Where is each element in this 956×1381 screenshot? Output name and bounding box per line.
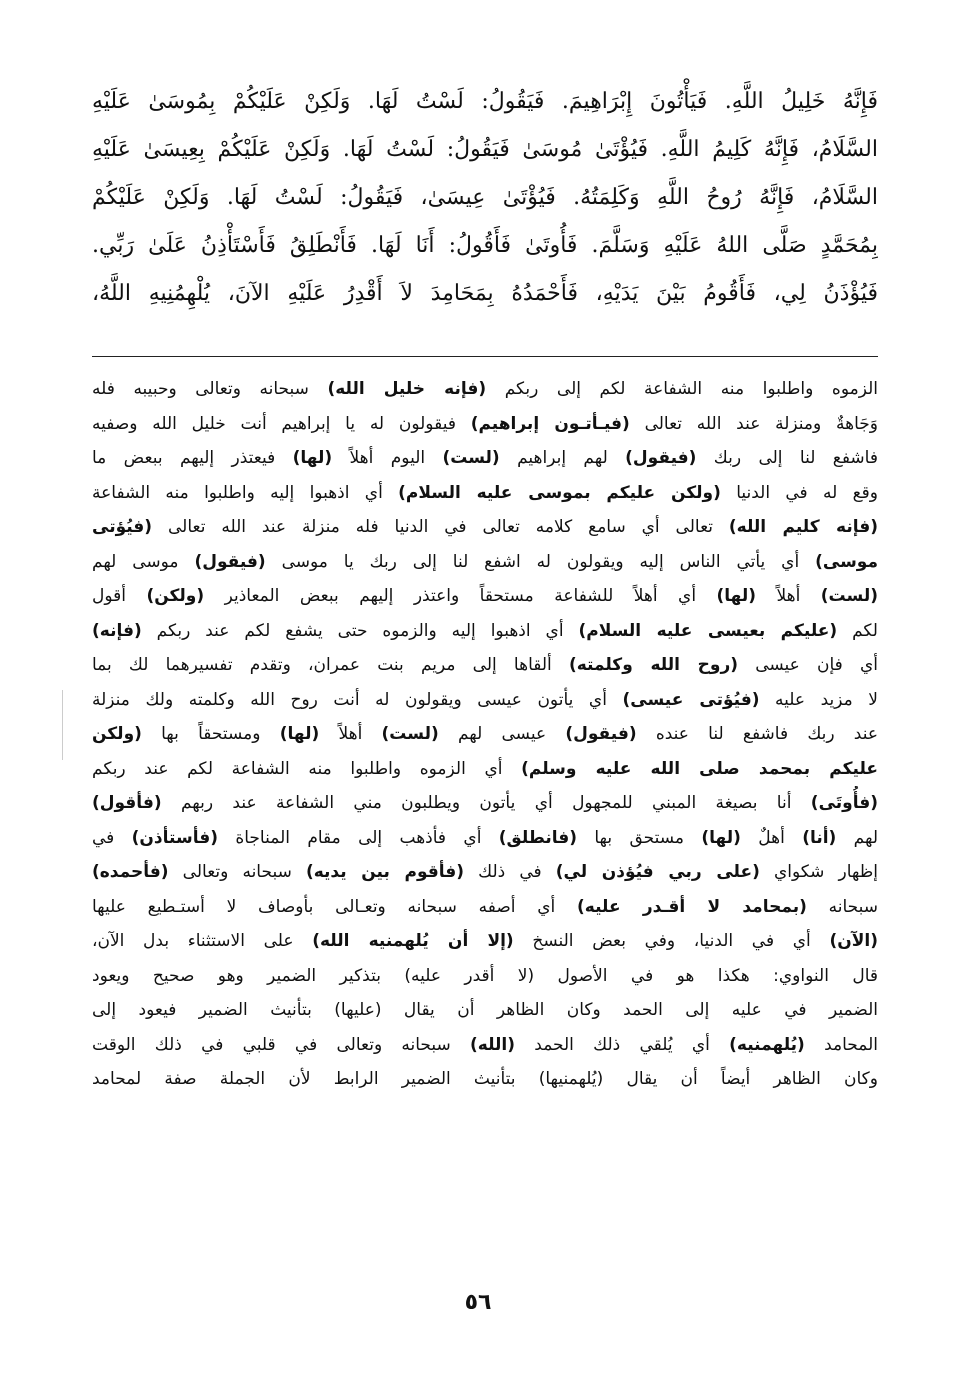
commentary-run: أي في الدنيا، وفي بعض النسخ <box>513 931 830 951</box>
hadith-line: السَّلَامُ، فَإِنَّهُ رُوحُ اللَّهِ وَكَلِمَتُهُ. فَيُؤْتَىٰ عِيسَىٰ، فَيَقُولُ: لَسْتُ لَهَا. وَلَكِنْ عَلَيْكُمْ <box>92 185 878 210</box>
commentary-run: أي فإن عيسى <box>738 655 878 675</box>
quoted-phrase: (فيقول) <box>565 724 637 744</box>
commentary-run: أنا بصيغة المبني للمجهول أي يأتون ويطلبون مني الشفاعة عند ربهم <box>161 793 811 813</box>
commentary-run: عند ربك فاشفع لنا عنده <box>636 724 878 744</box>
commentary-run: أي يأتي الناس إليه ويقولون له اشفع لنا إلى ربك يا موسى <box>265 551 816 572</box>
quoted-phrase: (يُلهمنيه) <box>729 1034 805 1055</box>
commentary-line <box>92 407 878 442</box>
commentary-line <box>92 821 878 856</box>
commentary-run: قال النواوي: هكذا هو في الأصول (لا أقدر عليه) بتذكير الضمير وهو صحيح ويعود <box>92 965 878 986</box>
page-number: ٥٦ <box>464 1290 492 1315</box>
quoted-phrase: (على ربي فيُؤذن لي) <box>555 862 760 882</box>
quoted-phrase: (روح الله وكلمته) <box>568 655 739 675</box>
commentary-run: فيعتذر إليهم ببعض ما <box>92 448 293 468</box>
commentary-run: في ذلك <box>464 862 556 882</box>
commentary-run: سبحانه وتعالى وحبيبه فله <box>92 379 328 399</box>
commentary-line <box>92 579 878 614</box>
commentary-run: موسى لهم <box>92 551 195 572</box>
commentary-run: أهلاً <box>756 586 821 606</box>
quoted-phrase: (فأُوتَى) <box>810 793 878 813</box>
commentary-run: المحامد <box>804 1034 878 1055</box>
quoted-phrase: (ولكن عليكم بموسى عليه السلام) <box>398 482 721 503</box>
commentary-run: لا مزيد عليه <box>759 689 878 710</box>
commentary-run: سبحانه وتعالى في قلبي في ذلك الوقت <box>92 1034 471 1055</box>
commentary-line <box>92 614 878 649</box>
commentary-run: على الاستثناء بدل الآن، <box>92 931 313 951</box>
quoted-phrase: (لها) <box>716 586 757 606</box>
quoted-phrase: (فيقول) <box>625 448 697 468</box>
quoted-phrase: (فيُؤتى <box>92 517 153 537</box>
commentary-run: أي أهلاً للشفاعة مستحقاً واعتذر إليهم ببعض المعاذير <box>204 586 717 606</box>
quoted-phrase: (بمحامد لا أقـدر عليه) <box>577 896 807 917</box>
separator-rule <box>92 356 878 357</box>
commentary-run: ومستحقاً بها <box>141 724 280 744</box>
quoted-phrase: (فأحمده) <box>92 862 169 882</box>
commentary-run: أهلٌ <box>740 827 803 848</box>
quoted-phrase: (لها) <box>701 827 741 848</box>
commentary-run: أي فأذهب إلى مقام المناجاة <box>217 827 499 848</box>
commentary-line <box>92 1028 878 1063</box>
commentary-run: ألقاها إلى مريم بنت عمران، وتقدم تفسيرهما لك بما <box>92 655 569 675</box>
commentary-run: أي يُلقي ذلك الحمد <box>515 1034 730 1055</box>
commentary-line <box>92 1062 878 1097</box>
quoted-phrase: (لها) <box>279 724 320 744</box>
commentary-run: سبحانه وتعالى <box>168 862 306 882</box>
commentary-line <box>92 717 878 752</box>
commentary-run: عيسى لهم <box>438 724 566 744</box>
quoted-phrase: (فإنه) <box>92 620 142 641</box>
commentary-run: أي أصفه سبحانه وتعـالى بأوصاف لا أستـطيع عليها <box>92 896 577 917</box>
commentary-run: في <box>92 827 132 848</box>
commentary-run: الضمير في عليه إلى الحمد وكان الظاهر أن يقال (عليها) بتأنيث الضمير فيعود إلى <box>92 1000 878 1020</box>
commentary-run: لهم إبراهيم <box>499 448 626 468</box>
commentary-line <box>92 752 878 787</box>
quoted-phrase: (لست) <box>442 448 500 468</box>
commentary-text <box>92 372 878 1097</box>
hadith-text <box>92 78 878 318</box>
commentary-run: وَجَاهةٌ ومنزلة عند الله تعالى <box>629 413 878 434</box>
commentary-run: أقول <box>92 586 147 606</box>
margin-mark <box>62 690 64 760</box>
commentary-line <box>92 648 878 683</box>
commentary-line <box>92 855 878 890</box>
quoted-phrase: (عليكم بعيسى عليه السلام) <box>578 620 838 641</box>
quoted-phrase: (لها) <box>292 448 333 468</box>
commentary-line <box>92 924 878 959</box>
quoted-phrase: (فيقول) <box>194 551 266 572</box>
commentary-run: أي اذهبوا إليه والزموه حتى يشفع لكم عند ربكم <box>141 620 579 641</box>
commentary-run: مستحق بها <box>577 827 702 848</box>
commentary-line <box>92 683 878 718</box>
quoted-phrase: (الآن) <box>829 931 878 951</box>
commentary-line <box>92 441 878 476</box>
commentary-run: تعالى أي سامع كلامه تعالى في الدنيا فله منزلة عند الله تعالى <box>152 517 729 537</box>
commentary-line <box>92 959 878 994</box>
commentary-line <box>92 476 878 511</box>
commentary-run: الزموه واطلبوا منه الشفاعة لكم إلى ربكم <box>486 379 878 399</box>
commentary-run: وقع له في الدنيا <box>720 482 878 503</box>
commentary-run: وكان الظاهر أيضاً أن يقال (يُلهمنيها) بتأنيث الضمير الرابط لأن الجملة صفة لمحامد <box>92 1069 878 1089</box>
quoted-phrase: (فانطلق) <box>498 827 578 848</box>
quoted-phrase: (الله) <box>470 1034 516 1055</box>
commentary-run: أي اذهبوا إليه واطلبوا منه الشفاعة <box>92 482 399 503</box>
quoted-phrase: (ولكن <box>92 724 142 744</box>
quoted-phrase: موسى) <box>815 551 878 572</box>
commentary-line <box>92 786 878 821</box>
commentary-run: إظهار شكواي <box>759 862 878 882</box>
commentary-run: لهم <box>836 827 878 848</box>
quoted-phrase: (فإنه كليم الله) <box>728 517 878 537</box>
hadith-line: بِمُحَمَّدٍ صَلَّى اللهُ عَلَيْهِ وَسَلَّمَ. فَأُوتَىٰ فَأَقُولُ: أَنَا لَهَا. فَأَنْطَلِقُ فَأَسْتَأْذِنُ عَلَىٰ رَبِّي. <box>92 233 878 258</box>
quoted-phrase: (فيـأتـون إبراهيم) <box>470 413 630 434</box>
quoted-phrase: (فأقوم بين يديه) <box>305 862 465 882</box>
quoted-phrase: (لست) <box>381 724 439 744</box>
quoted-phrase: (لست) <box>820 586 878 606</box>
commentary-line <box>92 993 878 1028</box>
commentary-run: فاشفع لنا إلى ربك <box>696 448 878 468</box>
commentary-run: أهلاً <box>319 724 382 744</box>
commentary-run: لكم <box>837 620 878 641</box>
quoted-phrase: (فيُؤتى عيسى) <box>622 689 760 710</box>
quoted-phrase: (فأقول) <box>92 793 162 813</box>
commentary-line <box>92 545 878 580</box>
quoted-phrase: (إلا أن يُلهمنيه الله) <box>312 931 514 951</box>
hadith-line: فَيُؤْذَنُ لِي، فَأَقُومُ بَيْنَ يَدَيْهِ، فَأَحْمَدُهُ بِمَحَامِدَ لاَ أَقْدِرُ عَلَيْهِ الآنَ، يُلْهِمُنِيهِ اللَّهُ، <box>92 281 878 306</box>
hadith-line: السَّلَامُ، فَإِنَّهُ كَلِيمُ اللَّهِ. فَيُؤْتَىٰ مُوسَىٰ فَيَقُولُ: لَسْتُ لَهَا. وَلَكِنْ عَلَيْكُمْ بِعِيسَىٰ عَلَيْهِ <box>92 137 878 162</box>
commentary-run: فيقولون له يا إبراهيم أنت خليل الله وصفيه <box>92 413 471 434</box>
quoted-phrase: (فأستأذن) <box>131 827 218 848</box>
quoted-phrase: (أنا) <box>802 827 837 848</box>
commentary-run: أي الزموه واطلبوا منه الشفاعة لكم عند ربكم <box>92 758 522 779</box>
commentary-run: أي يأتون عيسى ويقولون له أنت روح الله وكلمته ولك منزلة <box>92 689 623 710</box>
commentary-run: اليوم أهلاً <box>332 448 443 468</box>
quoted-phrase: (فإنه خليل الله) <box>327 379 487 399</box>
quoted-phrase: (ولكن) <box>146 586 205 606</box>
quoted-phrase: عليكم بمحمد صلى الله عليه وسلم) <box>521 758 878 779</box>
commentary-run: سبحانه <box>806 896 878 917</box>
commentary-line <box>92 372 878 407</box>
commentary-line <box>92 510 878 545</box>
hadith-line: فَإِنَّهُ خَلِيلُ اللَّهِ. فَيَأْتُونَ إِبْرَاهِيمَ. فَيَقُولُ: لَسْتُ لَهَا. وَلَكِنْ عَلَيْكُمْ بِمُوسَىٰ عَلَيْهِ <box>92 89 878 114</box>
commentary-line <box>92 890 878 925</box>
